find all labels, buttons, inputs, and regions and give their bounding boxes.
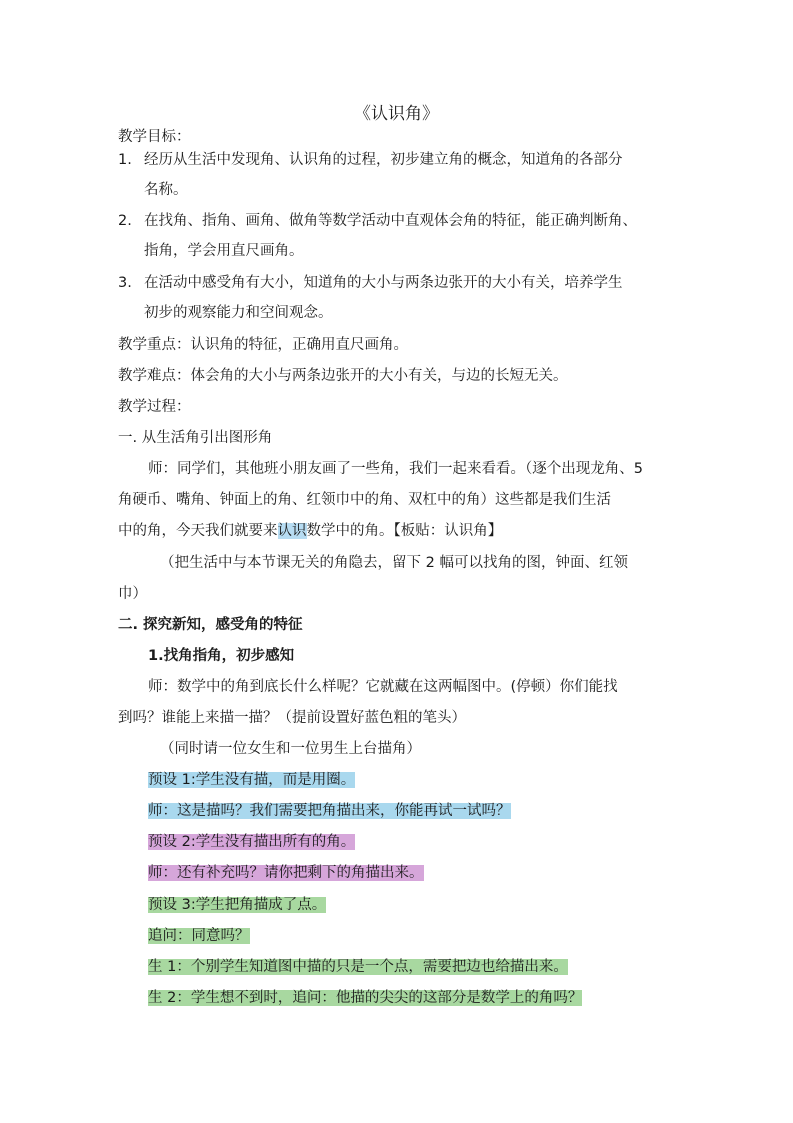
goal-text: 经历从生活中发现角、认识角的过程，初步建立角的概念，知道角的各部分 — [144, 152, 623, 168]
goal-item-3 — [118, 273, 623, 293]
follow-up-question — [148, 926, 250, 946]
section1-note-line: （把生活中与本节课无关的角隐去，留下 2 幅可以找角的图，钟面、红领 — [160, 555, 628, 571]
goal-item-3-cont: 初步的观察能力和空间观念。 — [144, 305, 333, 321]
sub1-paragraph-line: 到吗？谁能上来描一描？（提前设置好蓝色粗的笔头） — [118, 710, 466, 726]
sub1-heading: 1.找角指角，初步感知 — [148, 648, 295, 664]
text-span: 中的角，今天我们就要来 — [118, 523, 278, 539]
goal-item-1-cont: 名称。 — [144, 182, 188, 198]
text-span: 数学中的角。【板贴：认识角】 — [306, 523, 503, 539]
highlighted-text: 师：还有补充吗？请你把剩下的角描出来。 — [148, 865, 424, 881]
goal-text: 在活动中感受角有大小，知道角的大小与两条边张开的大小有关，培养学生 — [144, 275, 623, 291]
teacher-response-2 — [148, 863, 424, 883]
sub1-note: （同时请一位女生和一位男生上台描角） — [160, 741, 421, 757]
goal-number: 2. — [118, 213, 132, 229]
highlighted-text: 生 1：个别学生知道图中描的只是一个点，需要把边也给描出来。 — [148, 959, 568, 975]
goal-item-2 — [118, 211, 637, 231]
section1-paragraph-line: 角硬币、嘴角、钟面上的角、红领巾中的角、双杠中的角）这些都是我们生活 — [118, 492, 611, 508]
sub1-paragraph-line: 师：数学中的角到底长什么样呢？它就藏在这两幅图中。(停顿）你们能找 — [148, 679, 618, 695]
goal-item-1 — [118, 150, 623, 170]
section1-paragraph-line: 师：同学们，其他班小朋友画了一些角，我们一起来看看。（逐个出现龙角、5 — [148, 461, 643, 477]
preset-3 — [148, 895, 326, 915]
highlighted-text: 师：这是描吗？我们需要把角描出来，你能再试一试吗？ — [148, 803, 511, 819]
highlighted-text: 预设 1:学生没有描，而是用圈。 — [148, 772, 356, 788]
goals-heading: 教学目标： — [118, 129, 191, 145]
document-title: 《认识角》 — [354, 104, 439, 124]
section1-note-line: 巾） — [118, 586, 147, 602]
highlighted-word: 认识 — [277, 523, 307, 539]
goal-item-2-cont: 指角，学会用直尺画角。 — [144, 243, 304, 259]
teacher-response-1 — [148, 801, 511, 821]
goal-number: 3. — [118, 275, 132, 291]
section1-paragraph-line — [118, 521, 502, 541]
section2-heading: 二. 探究新知，感受角的特征 — [118, 617, 303, 633]
highlighted-text: 预设 3:学生把角描成了点。 — [148, 897, 327, 913]
section1-heading: 一. 从生活角引出图形角 — [118, 430, 273, 446]
goal-number: 1. — [118, 152, 132, 168]
key-point: 教学重点：认识角的特征，正确用直尺画角。 — [118, 337, 408, 353]
highlighted-text: 生 2：学生想不到时，追问：他描的尖尖的这部分是数学上的角吗？ — [148, 990, 583, 1006]
difficulty: 教学难点：体会角的大小与两条边张开的大小有关，与边的长短无关。 — [118, 368, 568, 384]
highlighted-text: 预设 2:学生没有描出所有的角。 — [148, 834, 356, 850]
goal-text: 在找角、指角、画角、做角等数学活动中直观体会角的特征，能正确判断角、 — [144, 213, 637, 229]
highlighted-text: 追问：同意吗？ — [148, 928, 250, 944]
student-response-2 — [148, 988, 582, 1008]
preset-2 — [148, 832, 355, 852]
preset-1 — [148, 770, 355, 790]
process-heading: 教学过程： — [118, 399, 191, 415]
student-response-1 — [148, 957, 568, 977]
